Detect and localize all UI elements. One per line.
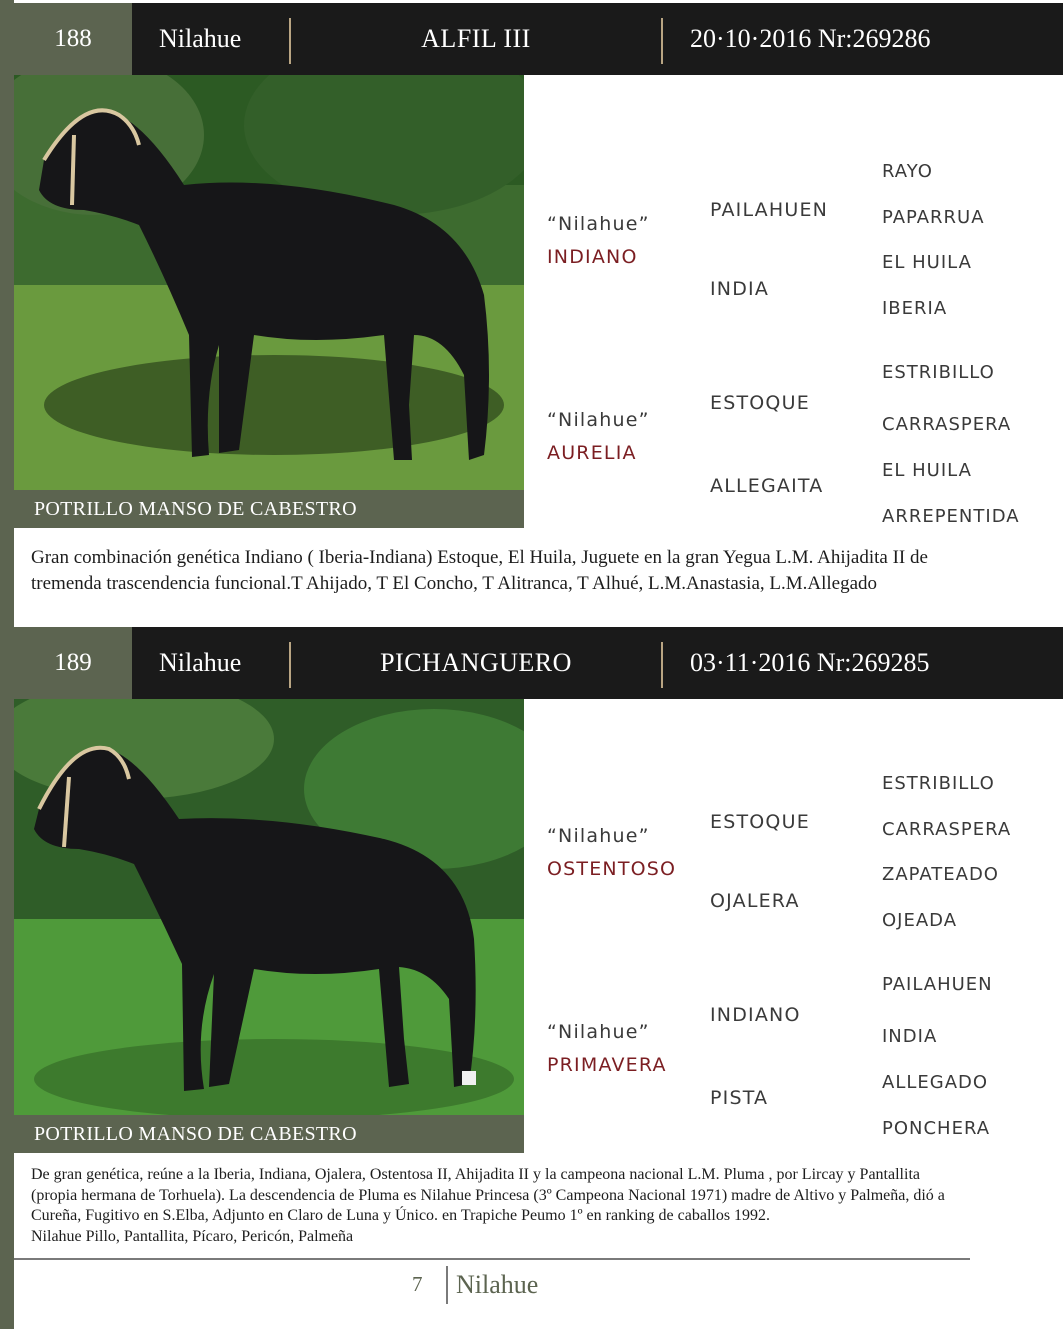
dam-name: AURELIA <box>547 442 637 464</box>
lot-number: 189 <box>14 627 132 699</box>
footer-rule <box>14 1258 970 1260</box>
photo-caption: POTRILLO MANSO DE CABESTRO <box>14 1115 524 1153</box>
horse-photo <box>14 75 524 490</box>
birth-date-registration: 20·10·2016 Nr:269286 <box>690 24 931 53</box>
pedigree-gen2: ESTOQUE <box>710 811 810 833</box>
header-divider <box>661 642 663 688</box>
lot-description <box>31 1165 991 1247</box>
pedigree-gen3: CARRASPERA <box>882 414 1012 435</box>
photo-caption: POTRILLO MANSO DE CABESTRO <box>14 490 524 528</box>
pedigree-gen3: CARRASPERA <box>882 819 1012 840</box>
lot-header <box>14 627 1063 699</box>
horse-photo <box>14 699 524 1115</box>
horse-name: ALFIL III <box>421 24 531 53</box>
description-line: Nilahue Pillo, Pantallita, Pícaro, Pericón, Palmeña <box>31 1227 354 1245</box>
pedigree-gen3: ESTRIBILLO <box>882 362 995 383</box>
lot-description: Gran combinación genética Indiano ( Iberia-Indiana) Estoque, El Huila, Juguete en la gran Yegua L.M. Ahijadita II de tremenda trascendencia funcional.T Ahijado, T El Concho, T Alitranca, T Alhué, L.M.Anastasia, L.M.Allegado <box>31 547 928 594</box>
pedigree-gen3: INDIA <box>882 1026 938 1047</box>
description-line: Cureña, Fugitivo en S.Elba, Adjunto en Claro de Luna y Único. en Trapiche Peumo 1º en ranking de caballos 1992. <box>31 1207 771 1224</box>
sire-name: OSTENTOSO <box>547 858 677 880</box>
sire-prefix: “Nilahue” <box>547 213 650 235</box>
pedigree-gen3: ALLEGADO <box>882 1072 989 1093</box>
sire-name: INDIANO <box>547 246 638 268</box>
header-divider <box>661 18 663 64</box>
pedigree-gen3: PAILAHUEN <box>882 974 993 995</box>
lot-number: 188 <box>14 3 132 75</box>
dam-prefix: “Nilahue” <box>547 409 650 431</box>
pedigree-gen2: OJALERA <box>710 890 800 912</box>
horse-name: PICHANGUERO <box>380 648 572 677</box>
footer-brand: Nilahue <box>456 1270 539 1299</box>
pedigree-gen2: ESTOQUE <box>710 392 810 414</box>
pedigree-gen3: ESTRIBILLO <box>882 773 995 794</box>
dam-prefix: “Nilahue” <box>547 1021 650 1043</box>
description-line: De gran genética, reúne a la Iberia, Indiana, Ojalera, Ostentosa II, Ahijadita II y la campeona nacional L.M. Pluma , por Lircay y Pantallita <box>31 1166 920 1183</box>
pedigree-gen2: PISTA <box>710 1087 769 1109</box>
page-number: 7 <box>412 1272 423 1296</box>
dam-name: PRIMAVERA <box>547 1054 667 1076</box>
lot-header <box>14 3 1063 75</box>
pedigree-gen2: ALLEGAITA <box>710 475 824 497</box>
description-line: (propia hermana de Torhuela). La descendencia de Pluma es Nilahue Princesa (3º Campeona Nacional 1971) madre de Altivo y Palmeña, dió a <box>31 1186 945 1204</box>
footer-divider <box>446 1266 448 1304</box>
pedigree-gen3: PONCHERA <box>882 1118 991 1139</box>
pedigree-gen3: OJEADA <box>882 910 958 931</box>
birth-date-registration: 03·11·2016 Nr:269285 <box>690 648 930 677</box>
pedigree-gen3: RAYO <box>882 161 933 182</box>
pedigree-gen3: EL HUILA <box>882 252 972 273</box>
sire-prefix: “Nilahue” <box>547 825 650 847</box>
pedigree-gen3: IBERIA <box>882 298 948 319</box>
breeder-name: Nilahue <box>159 24 242 53</box>
left-accent-bar <box>0 0 14 1329</box>
pedigree-gen3: ARREPENTIDA <box>882 506 1020 527</box>
pedigree-gen2: PAILAHUEN <box>710 199 829 221</box>
pedigree-gen3: ZAPATEADO <box>882 864 999 885</box>
pedigree-gen2: INDIANO <box>710 1004 801 1026</box>
pedigree-gen2: INDIA <box>710 278 770 300</box>
pedigree-gen3: EL HUILA <box>882 460 972 481</box>
pedigree-gen3: PAPARRUA <box>882 207 985 228</box>
breeder-name: Nilahue <box>159 648 242 677</box>
